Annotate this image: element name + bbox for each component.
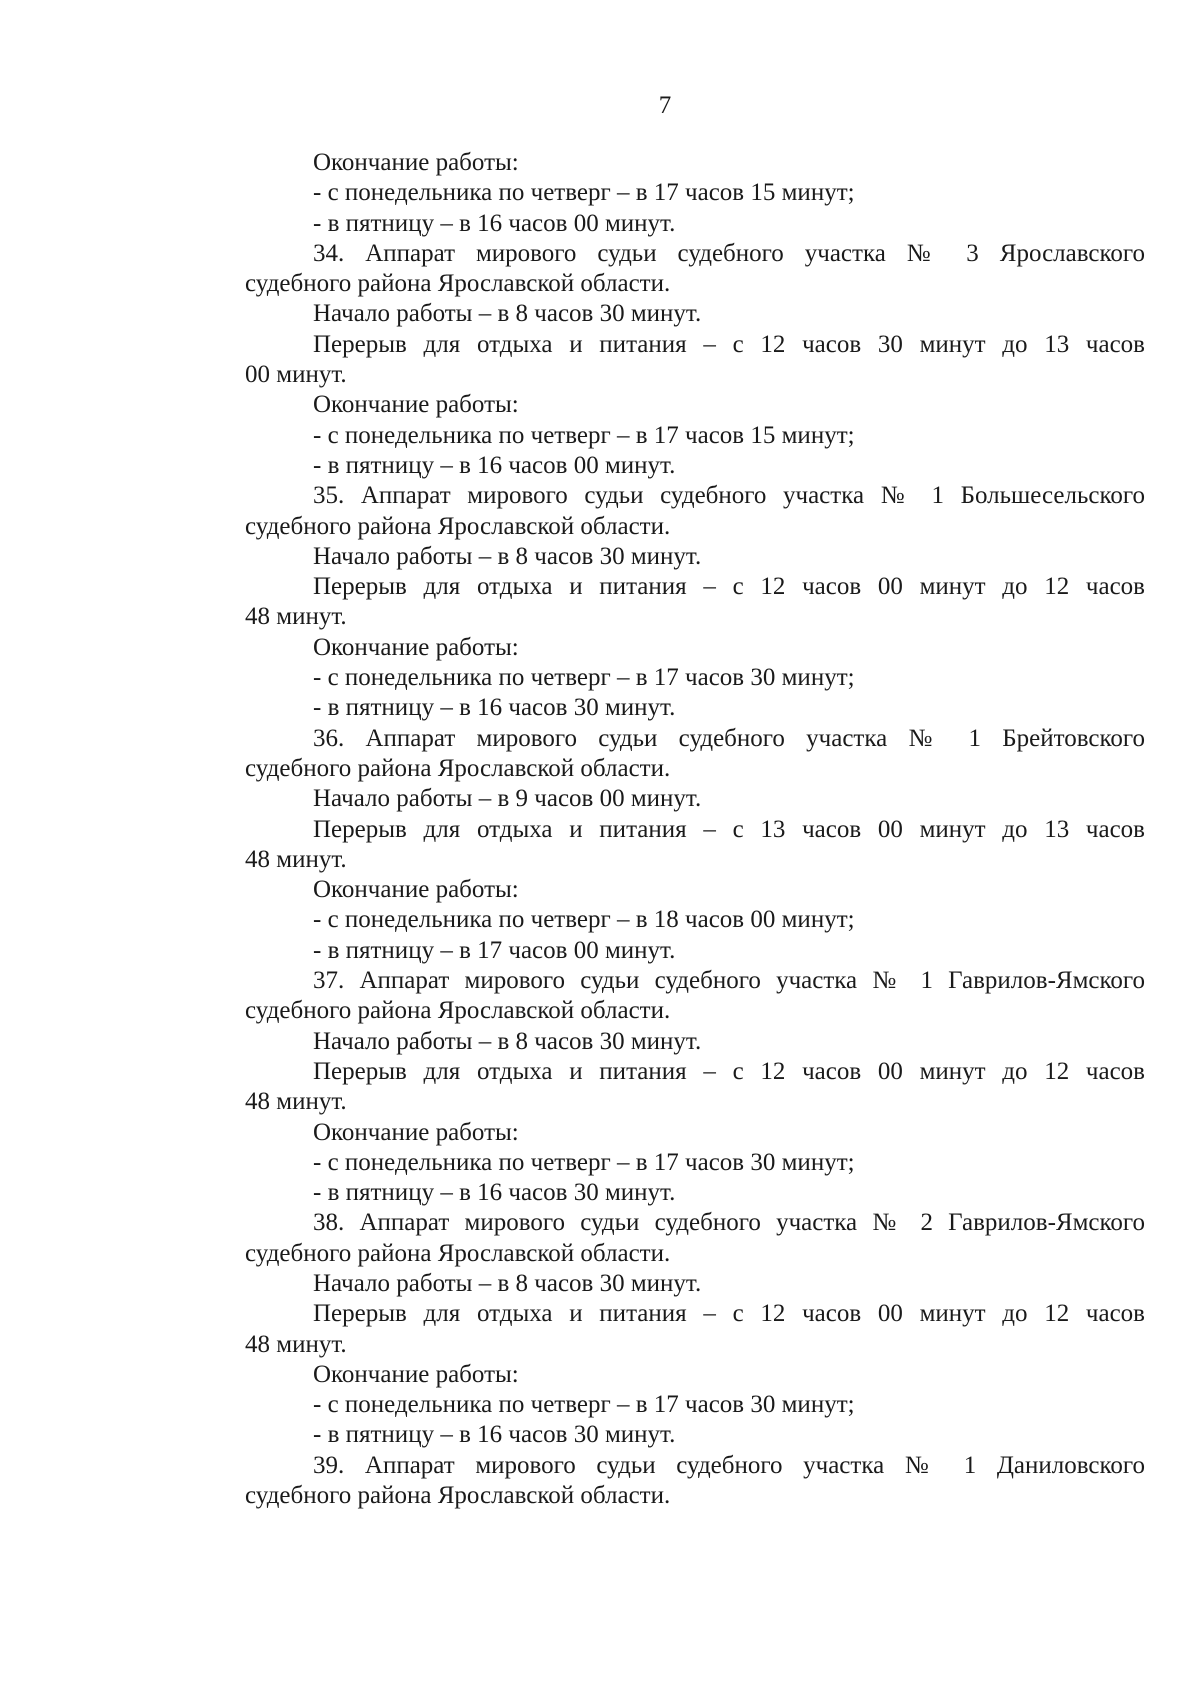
document-line: Окончание работы: (313, 149, 519, 176)
document-line: Перерыв для отдыха и питания – с 12 часов 00 минут до 12 часов (313, 1300, 1145, 1328)
document-line: 00 минут. (245, 361, 347, 389)
document-line: Окончание работы: (313, 391, 519, 419)
document-line: - в пятницу – в 16 часов 00 минут. (313, 451, 676, 479)
document-line: - с понедельника по четверг – в 17 часов 15 минут; (313, 421, 855, 449)
document-line: Начало работы – в 8 часов 30 минут. (313, 1269, 702, 1297)
document-line: 36. Аппарат мирового судьи судебного участка № 1 Брейтовского (313, 724, 1145, 752)
page-number: 7 (658, 92, 672, 119)
document-line: 48 минут. (245, 1088, 347, 1116)
document-line: Окончание работы: (313, 1360, 519, 1388)
document-line: - с понедельника по четверг – в 17 часов 30 минут; (313, 1391, 855, 1419)
document-line: 48 минут. (245, 845, 347, 873)
document-body (245, 148, 1145, 1511)
document-line: 48 минут. (245, 1330, 347, 1358)
document-line: Перерыв для отдыха и питания – с 12 часов 00 минут до 12 часов (313, 573, 1145, 601)
document-line: судебного района Ярославской области. (245, 754, 671, 782)
document-line: - с понедельника по четверг – в 17 часов 30 минут; (313, 1148, 855, 1176)
document-line: - в пятницу – в 16 часов 00 минут. (313, 209, 676, 237)
document-line: - в пятницу – в 16 часов 30 минут. (313, 1179, 676, 1207)
document-line: 39. Аппарат мирового судьи судебного участка № 1 Даниловского (313, 1451, 1145, 1479)
document-line: Перерыв для отдыха и питания – с 12 часов 30 минут до 13 часов (313, 330, 1145, 358)
document-line: - с понедельника по четверг – в 17 часов 15 минут; (313, 179, 855, 207)
document-line: 38. Аппарат мирового судьи судебного участка № 2 Гаврилов-Ямского (313, 1209, 1145, 1237)
document-line: Окончание работы: (313, 876, 519, 904)
document-line: судебного района Ярославской области. (245, 1482, 671, 1510)
document-line: Окончание работы: (313, 1118, 519, 1146)
document-line: судебного района Ярославской области. (245, 270, 671, 298)
document-line: судебного района Ярославской области. (245, 1239, 671, 1267)
document-line: - с понедельника по четверг – в 18 часов 00 минут; (313, 906, 855, 934)
document-line: Начало работы – в 8 часов 30 минут. (313, 1027, 702, 1055)
document-line: 35. Аппарат мирового судьи судебного участка № 1 Большесельского (313, 482, 1145, 510)
document-line: 37. Аппарат мирового судьи судебного участка № 1 Гаврилов-Ямского (313, 967, 1145, 995)
document-line: Начало работы – в 8 часов 30 минут. (313, 542, 702, 570)
document-line: судебного района Ярославской области. (245, 997, 671, 1025)
document-line: - с понедельника по четверг – в 17 часов 30 минут; (313, 664, 855, 692)
document-line: - в пятницу – в 17 часов 00 минут. (313, 936, 676, 964)
document-line: 48 минут. (245, 603, 347, 631)
document-line: Окончание работы: (313, 633, 519, 661)
document-line: судебного района Ярославской области. (245, 512, 671, 540)
document-line: Начало работы – в 8 часов 30 минут. (313, 300, 702, 328)
document-line: 34. Аппарат мирового судьи судебного участка № 3 Ярославского (313, 239, 1145, 267)
document-line: Перерыв для отдыха и питания – с 13 часов 00 минут до 13 часов (313, 815, 1145, 843)
document-line: - в пятницу – в 16 часов 30 минут. (313, 1421, 676, 1449)
document-line: - в пятницу – в 16 часов 30 минут. (313, 694, 676, 722)
document-line: Начало работы – в 9 часов 00 минут. (313, 785, 702, 813)
document-line: Перерыв для отдыха и питания – с 12 часов 00 минут до 12 часов (313, 1057, 1145, 1085)
